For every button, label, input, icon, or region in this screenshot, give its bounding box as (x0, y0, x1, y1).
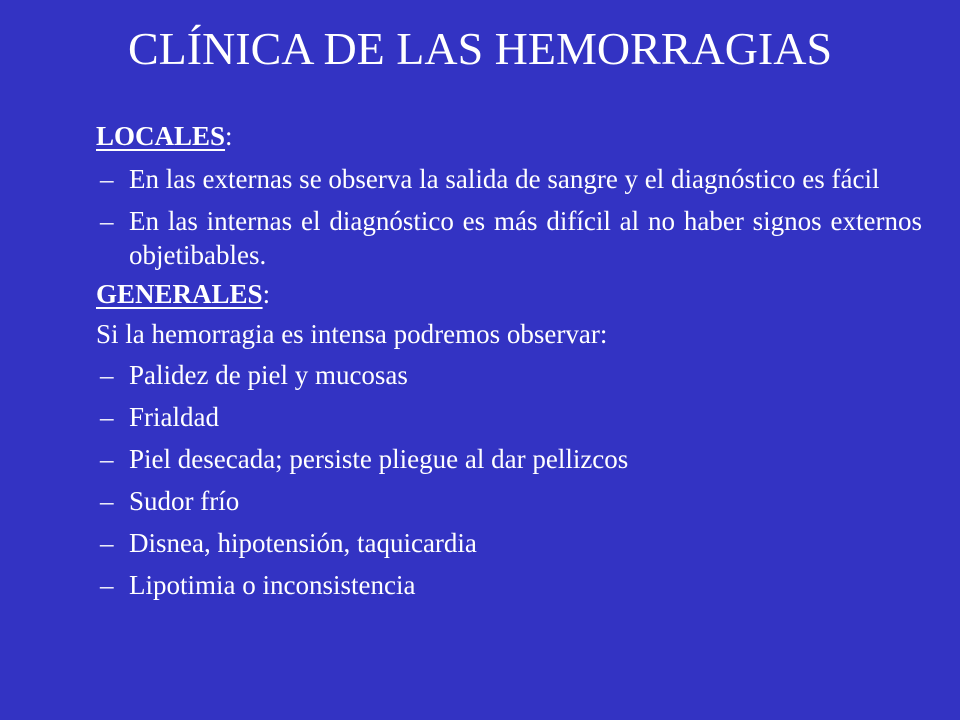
generales-bullet-text: Piel desecada; persiste pliegue al dar pellizcos (129, 444, 629, 474)
bullet-dash: – (100, 486, 114, 516)
generales-bullet-item (96, 480, 922, 522)
locales-heading-label: LOCALES (96, 121, 226, 151)
slide-body (96, 116, 922, 606)
generales-bullet-text: Frialdad (129, 402, 219, 432)
locales-bullet-text: En las internas el diagnóstico es más difícil al no haber signos externos objetibables. (129, 206, 922, 270)
generales-bullet-text: Disnea, hipotensión, taquicardia (129, 528, 477, 558)
bullet-dash: – (100, 528, 114, 558)
generales-bullet-text: Palidez de piel y mucosas (129, 360, 408, 390)
bullet-dash: – (100, 206, 114, 236)
locales-bullet-text: En las externas se observa la salida de sangre y el diagnóstico es fácil (129, 164, 880, 194)
generales-bullet-item (96, 564, 922, 606)
locales-bullet-item (96, 156, 922, 198)
bullet-dash: – (100, 164, 114, 194)
bullet-dash: – (100, 402, 114, 432)
generales-bullet-item (96, 396, 922, 438)
generales-bullet-item (96, 438, 922, 480)
generales-bullet-item (96, 354, 922, 396)
slide-title: CLÍNICA DE LAS HEMORRAGIAS (127, 23, 833, 74)
bullet-dash: – (100, 570, 114, 600)
bullet-dash: – (100, 444, 114, 474)
generales-bullet-text: Sudor frío (129, 486, 240, 516)
generales-heading-label: GENERALES (96, 279, 263, 309)
locales-heading-colon: : (225, 121, 233, 151)
locales-bullet-item (96, 198, 922, 274)
generales-intro: Si la hemorragia es intensa podremos observar: (96, 319, 608, 349)
bullet-dash: – (100, 360, 114, 390)
locales-heading (96, 116, 922, 156)
generales-bullet-item (96, 522, 922, 564)
generales-heading-colon: : (262, 279, 271, 309)
generales-heading (96, 274, 922, 314)
generales-bullet-text: Lipotimia o inconsistencia (129, 570, 416, 600)
